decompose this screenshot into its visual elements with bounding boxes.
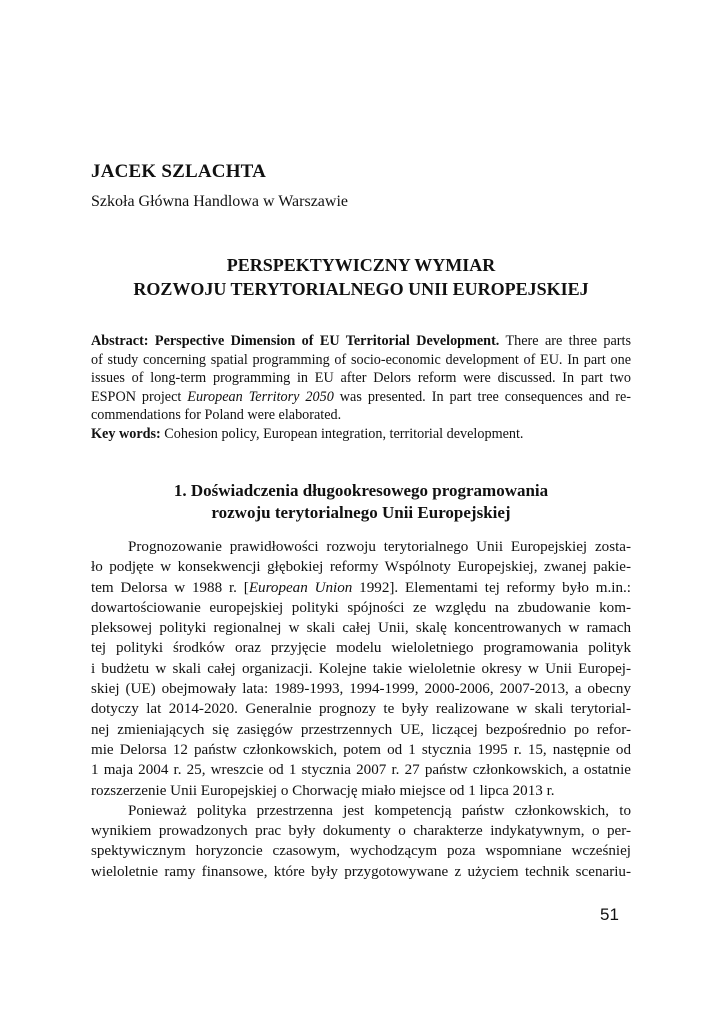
- abstract-line: commendations for Poland were elaborated.: [91, 407, 342, 423]
- article-title: [91, 253, 631, 301]
- body-line: 1 maja 2004 r. 25, wreszcie od 1 stycznia 2007 r. 27 państw członkowskich, a ostatnie: [91, 762, 631, 779]
- body-line: dotyczy lat 2014-2020. Generalnie prognozy te były realizowane w skali terytorial-: [91, 701, 631, 718]
- article-title-line-1: PERSPEKTYWICZNY WYMIAR: [226, 255, 496, 275]
- body-line: wynikiem prowadzonych prac były dokumenty o charakterze indykatywnym, o per-: [91, 823, 631, 840]
- body-line: Prognozowanie prawidłowości rozwoju terytorialnego Unii Europejskiej zosta-: [128, 539, 631, 555]
- abstract-line: of study concerning spatial programming of socio-economic development of EU. In part one: [91, 351, 631, 368]
- abstract-line: issues of long-term programming in EU after Delors reform were discussed. In part two: [91, 370, 631, 386]
- section-heading-line-2: rozwoju terytorialnego Unii Europejskiej: [211, 503, 511, 522]
- abstract: [91, 332, 631, 443]
- body-line: pleksowej polityki regionalnej w skali całej Unii, skalę koncentrowanych w ramach: [91, 620, 631, 637]
- article-title-line-2: ROZWOJU TERYTORIALNEGO UNII EUROPEJSKIEJ: [133, 279, 589, 299]
- body-line: mie Delorsa 12 państw członkowskich, potem od 1 stycznia 1995 r. 15, następnie od: [91, 741, 631, 758]
- body-line: wieloletnie ramy finansowe, które były przygotowywane z użyciem technik scenariu-: [91, 863, 631, 880]
- author-name: JACEK SZLACHTA: [91, 161, 267, 182]
- page-number: 51: [600, 905, 619, 924]
- keywords: Key words: Cohesion policy, European integration, territorial development.: [91, 425, 524, 442]
- citation-italic: European Union: [248, 579, 353, 596]
- body-line: ło podjęte w konsekwencji głębokiej reformy Wspólnoty Europejskiej, zwanej pakie-: [91, 559, 631, 576]
- section-heading: [91, 480, 631, 524]
- abstract-label: Abstract: Perspective Dimension of EU Territorial Development.: [91, 333, 500, 349]
- body-line: skiej (UE) obejmowały lata: 1989-1993, 1994-1999, 2000-2006, 2007-2013, a obecny: [91, 681, 631, 698]
- body-line: tej polityki środków oraz przyjęcie modelu wieloletniego programowania polityk: [91, 640, 631, 657]
- section-heading-line-1: 1. Doświadczenia długookresowego programowania: [173, 481, 549, 500]
- body-line: tem Delorsa w 1988 r. [European Union 1992]. Elementami tej reformy było m.in.:: [91, 579, 631, 596]
- body-line: spektywicznym horyzoncie czasowym, wychodzącym poza wspomniane wcześniej: [91, 843, 631, 860]
- body-line: rozszerzenie Unii Europejskiej o Chorwację miało miejsce od 1 lipca 2013 r.: [91, 782, 555, 799]
- body-text: [91, 537, 631, 882]
- abstract-line: ESPON project European Territory 2050 was presented. In part tree consequences and re-: [91, 388, 631, 405]
- author-affiliation: Szkoła Główna Handlowa w Warszawie: [91, 193, 349, 210]
- body-line: dowartościowanie europejskiej polityki spójności ze względu na zbudowanie kom-: [91, 599, 631, 616]
- keywords-label: Key words:: [91, 425, 161, 442]
- body-line: nej zmieniających się zasięgów przestrzennych UE, liczącej bezpośrednio po refor-: [91, 721, 631, 738]
- abstract-line: Abstract: Perspective Dimension of EU Territorial Development. There are three parts: [91, 333, 631, 349]
- project-title: European Territory 2050: [187, 388, 334, 405]
- body-line: Ponieważ polityka przestrzenna jest kompetencją państw członkowskich, to: [128, 802, 631, 819]
- body-line: i budżetu w skali całej organizacji. Kolejne takie wieloletnie okresy w Unii Europej-: [91, 660, 631, 677]
